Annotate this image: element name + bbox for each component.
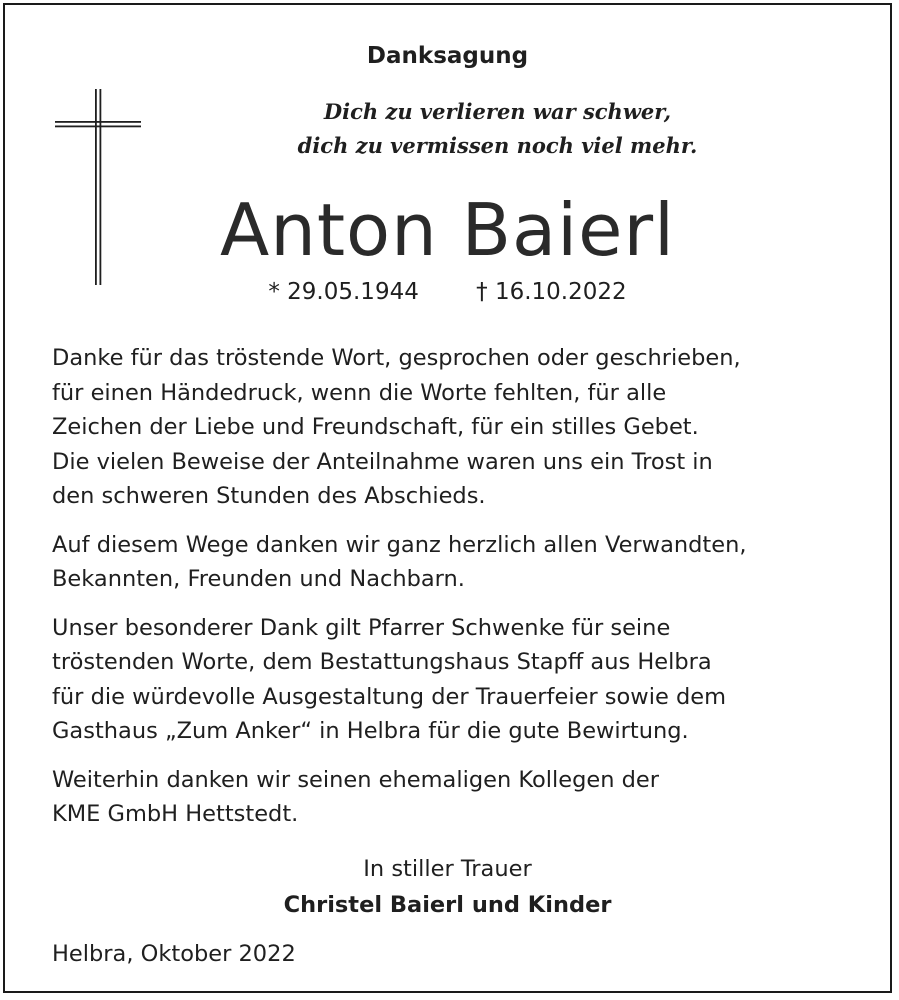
text-line: KME GmbH Hettstedt. [52,801,299,827]
text-line: Danke für das tröstende Wort, gesprochen oder geschrieben, [52,345,741,371]
text-line: Die vielen Beweise der Anteilnahme waren uns ein Trost in [52,448,713,475]
thanks-text [52,341,850,846]
life-dates [5,279,890,305]
paragraph [52,528,850,597]
birth-date: * 29.05.1944 [268,279,419,305]
deceased-name: Anton Baierl [219,188,676,272]
text-line: Zeichen der Liebe und Freundschaft, für ein stilles Gebet. [52,414,699,440]
text-line: für die würdevolle Ausgestaltung der Trauerfeier sowie dem [52,683,726,710]
verse-line: dich zu vermissen noch viel mehr. [297,133,698,158]
obituary-card [3,3,892,993]
paragraph [52,763,850,832]
text-line: den schweren Stunden des Abschieds. [52,483,486,509]
closing-phrase: In stiller Trauer [363,856,532,882]
text-line: Bekannten, Freunden und Nachbarn. [52,566,465,592]
closing [5,851,890,923]
death-date: † 16.10.2022 [476,279,627,305]
text-line: für einen Händedruck, wenn die Worte fehlten, für alle [52,379,667,406]
text-line: Unser besonderer Dank gilt Pfarrer Schwenke für seine [52,614,671,641]
family-signature: Christel Baierl und Kinder [283,892,612,918]
text-line: tröstenden Worte, dem Bestattungshaus Stapff aus Helbra [52,649,712,675]
paragraph [52,341,850,514]
text-line: Gasthaus „Zum Anker“ in Helbra für die gute Bewirtung. [52,718,689,744]
text-line: Weiterhin danken wir seinen ehemaligen Kollegen der [52,766,660,793]
verse-line: Dich zu verlieren war schwer, [323,99,672,124]
heading: Danksagung [366,43,529,69]
text-line: Auf diesem Wege danken wir ganz herzlich allen Verwandten, [52,531,747,558]
paragraph [52,611,850,749]
verse [155,95,840,163]
place-date: Helbra, Oktober 2022 [52,941,296,967]
